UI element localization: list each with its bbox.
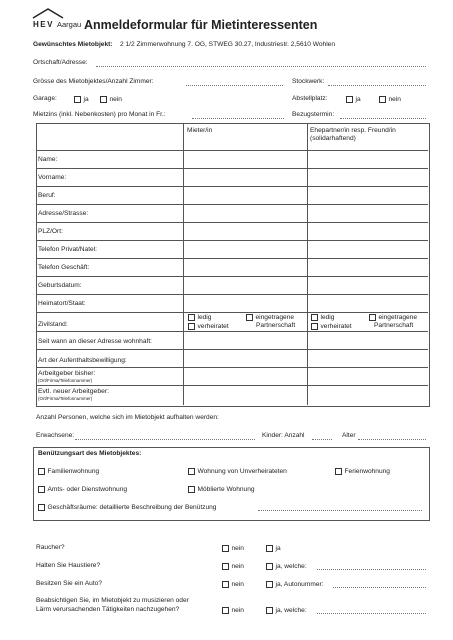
garage-ja-checkbox[interactable]: ja <box>74 96 89 104</box>
table-row-divider <box>36 331 428 332</box>
table-row-divider <box>36 385 428 386</box>
table-row-label: Telefon Geschäft: <box>38 264 90 271</box>
neuer-arbeitgeber-sublabel: (Ort/Firma/Telefonnummer) <box>38 396 93 401</box>
mieter-ledig-checkbox[interactable]: ledig <box>188 314 211 322</box>
table-row-label: Name: <box>38 156 58 163</box>
geschaeft-checkbox[interactable]: Geschäftsräume: detaillierte Beschreibung der Benützung <box>38 504 216 512</box>
table-row-label: Geburtsdatum: <box>38 282 82 289</box>
garage-nein-checkbox[interactable]: nein <box>100 96 122 104</box>
hev-logo-roof-icon <box>32 7 64 19</box>
table-row-divider <box>36 168 428 169</box>
arbeitgeber-label: Arbeitgeber bisher: <box>38 370 96 377</box>
partner-partnerschaft-label: Partnerschaft <box>374 322 414 329</box>
abstellplatz-label: Abstellplatz: <box>292 95 328 102</box>
haustiere-field[interactable] <box>317 569 426 570</box>
haustiere-ja-checkbox[interactable]: ja, welche: <box>266 563 307 571</box>
table-row-label: PLZ/Ort: <box>38 228 63 235</box>
table-row-divider <box>36 349 428 350</box>
arbeitgeber-sublabel: (Ort/Firma/Telefonnummer) <box>38 378 93 383</box>
table-row-divider <box>36 186 428 187</box>
musik-label-line2: Lärm verursachenden Tätigkeiten nachzugehen? <box>36 606 180 613</box>
partner-verheiratet-checkbox[interactable]: verheiratet <box>311 323 352 331</box>
table-row-divider <box>36 150 428 151</box>
musik-ja-checkbox[interactable]: ja, welche: <box>266 607 307 615</box>
unverheiratete-checkbox[interactable]: Wohnung von Unverheirateten <box>188 468 287 476</box>
erwachsene-label: Erwachsene: <box>36 432 75 439</box>
logo-subtext: Aargau <box>57 20 82 29</box>
moebliert-checkbox[interactable]: Möblierte Wohnung <box>188 486 255 494</box>
kinder-field[interactable] <box>312 439 332 440</box>
ferienwohnung-checkbox[interactable]: Ferienwohnung <box>335 468 390 476</box>
table-row-divider <box>36 240 428 241</box>
table-row-label: Beruf: <box>38 192 56 199</box>
familienwohnung-checkbox[interactable]: Familienwohnung <box>38 468 99 476</box>
table-row-divider <box>36 276 428 277</box>
bezugstermin-label: Bezugstermin: <box>292 111 335 118</box>
raucher-ja-checkbox[interactable]: ja <box>266 545 281 553</box>
erwachsene-field[interactable] <box>75 439 255 440</box>
mieter-verheiratet-checkbox[interactable]: verheiratet <box>188 323 229 331</box>
anzahl-personen-label: Anzahl Personen, welche sich im Mietobjekt aufhalten werden: <box>36 414 219 421</box>
table-row-divider <box>36 204 428 205</box>
table-row-label: Adresse/Strasse: <box>38 210 89 217</box>
abstellplatz-nein-checkbox[interactable]: nein <box>379 96 401 104</box>
table-row-divider <box>36 222 428 223</box>
haustiere-label: Halten Sie Haustiere? <box>36 562 101 569</box>
logo-text: HEV <box>33 20 54 29</box>
groesse-label: Grösse des Mietobjektes/Anzahl Zimmer: <box>33 78 154 85</box>
partner-ledig-checkbox[interactable]: ledig <box>311 314 334 322</box>
auto-ja-checkbox[interactable]: ja, Autonummer: <box>266 581 324 589</box>
mietzins-label: Mietzins (inkl. Nebenkosten) pro Monat in Fr.: <box>33 111 166 118</box>
musik-nein-checkbox[interactable]: nein <box>222 607 244 615</box>
musik-label-line1: Beabsichtigen Sie, im Mietobjekt zu musizieren oder <box>36 597 189 604</box>
raucher-label: Raucher? <box>36 544 65 551</box>
wanted-object-label: Gewünschtes Mietobjekt: <box>33 41 113 48</box>
autonummer-field[interactable] <box>333 587 426 588</box>
abstellplatz-ja-checkbox[interactable]: ja <box>346 96 361 104</box>
table-row-label: Vorname: <box>38 174 67 181</box>
seit-wann-label: Seit wann an dieser Adresse wohnhaft: <box>38 338 152 345</box>
page-title: Anmeldeformular für Mietinteressenten <box>84 18 318 32</box>
ortschaft-label: Ortschaft/Adresse: <box>33 59 88 66</box>
alter-label: Alter <box>342 432 356 439</box>
alter-field[interactable] <box>358 439 426 440</box>
col-partner-header: Ehepartner/in resp. Freund/in (solidarhaftend) <box>310 127 396 142</box>
bezugstermin-field[interactable] <box>340 118 426 119</box>
kinder-label: Kinder: Anzahl <box>262 432 305 439</box>
ortschaft-field[interactable] <box>96 66 426 67</box>
table-row-divider <box>36 367 428 368</box>
wanted-object-value: 2 1/2 Zimmerwohnung 7. OG, STWEG 30.27, Industriestr. 2,5610 Wohlen <box>120 41 336 48</box>
groesse-field[interactable] <box>186 85 283 86</box>
haustiere-nein-checkbox[interactable]: nein <box>222 563 244 571</box>
amts-checkbox[interactable]: Amts- oder Dienstwohnung <box>38 486 127 494</box>
geschaeft-field[interactable] <box>258 510 422 511</box>
mieter-partnerschaft-label: Partnerschaft <box>256 322 296 329</box>
stockwerk-label: Stockwerk: <box>292 78 325 85</box>
table-row-divider <box>36 312 428 313</box>
stockwerk-field[interactable] <box>328 85 426 86</box>
table-row-divider <box>36 258 428 259</box>
table-row-divider <box>36 294 428 295</box>
neuer-arbeitgeber-label: Evtl. neuer Arbeitgeber: <box>38 388 110 395</box>
table-row-label: Heimatort/Staat: <box>38 300 86 307</box>
usage-title: Benützungsart des Mietobjektes: <box>38 450 142 457</box>
aufenthalt-label: Art der Aufenthaltsbewilligung: <box>38 357 127 364</box>
auto-label: Besitzen Sie ein Auto? <box>36 580 102 587</box>
garage-label: Garage: <box>33 95 57 102</box>
mietzins-field[interactable] <box>192 118 284 119</box>
table-row-label: Telefon Privat/Natel: <box>38 246 98 253</box>
musik-field[interactable] <box>317 613 426 614</box>
col-mieter-header: Mieter/in <box>187 127 213 134</box>
mieter-partnerschaft-checkbox[interactable]: eingetragene <box>246 314 294 322</box>
zivilstand-label: Zivilstand: <box>38 321 68 328</box>
auto-nein-checkbox[interactable]: nein <box>222 581 244 589</box>
raucher-nein-checkbox[interactable]: nein <box>222 545 244 553</box>
partner-partnerschaft-checkbox[interactable]: eingetragene <box>369 314 417 322</box>
tenant-table <box>36 123 430 407</box>
